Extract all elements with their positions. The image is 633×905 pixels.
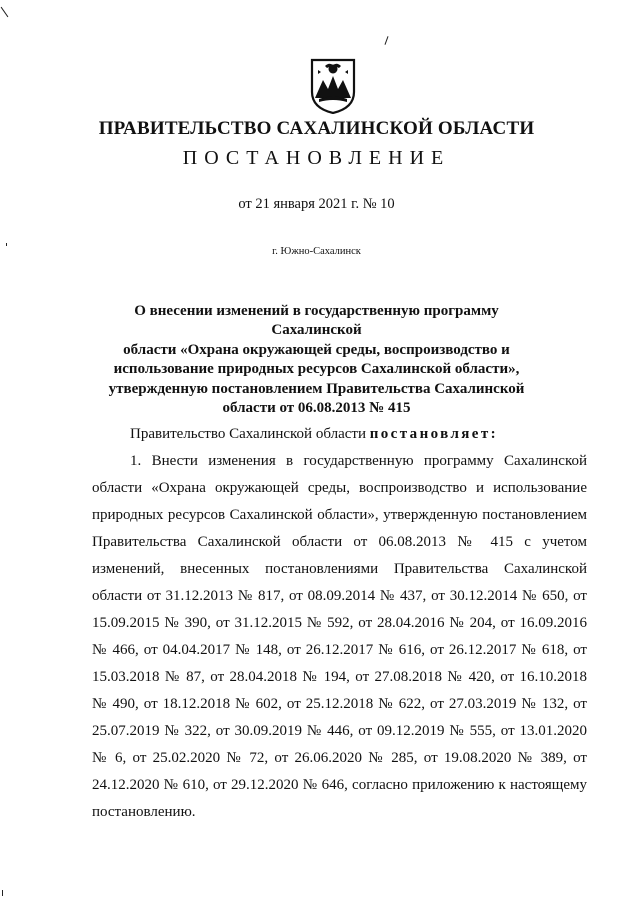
paragraph-line: 25.07.2019 № 322, от 30.09.2019 № 446, от 09.12.2019 № 555, от 13.01.2020 <box>92 723 587 739</box>
paragraph-line: 15.03.2018 № 87, от 28.04.2018 № 194, от 27.08.2018 № 420, от 16.10.2018 <box>92 669 587 685</box>
paragraph-line: изменений, внесенных постановлениями Правительства Сахалинской <box>92 561 587 577</box>
scan-mark <box>6 243 7 246</box>
organization-title: ПРАВИТЕЛЬСТВО САХАЛИНСКОЙ ОБЛАСТИ <box>98 118 535 139</box>
document-subject <box>95 302 538 418</box>
paragraph-line: № 490, от 18.12.2018 № 602, от 25.12.2018 № 622, от 27.03.2019 № 132, от <box>92 696 587 712</box>
paragraph-line: природных ресурсов Сахалинской области», утвержденную постановлением <box>92 507 587 523</box>
preamble-text: Правительство Сахалинской области <box>130 426 370 442</box>
subject-line: использование природных ресурсов Сахалинской области», <box>113 361 520 378</box>
paragraph-line: 24.12.2020 № 610, от 29.12.2020 № 646, согласно приложению к настоящему <box>92 777 587 793</box>
paragraph-line: области «Охрана окружающей среды, воспроизводство и использование <box>92 480 587 496</box>
paragraph-line: постановлению. <box>92 804 196 820</box>
paragraph-line: № 6, от 25.02.2020 № 72, от 26.06.2020 № 285, от 19.08.2020 № 389, от <box>92 750 587 766</box>
document-type: ПОСТАНОВЛЕНИЕ <box>182 147 451 169</box>
subject-line: утвержденную постановлением Правительства Сахалинской <box>108 380 525 397</box>
scan-mark <box>384 36 388 45</box>
scan-mark <box>1 7 9 17</box>
paragraph-line: № 466, от 04.04.2017 № 148, от 26.12.2017 № 616, от 26.12.2017 № 618, от <box>92 642 587 658</box>
scan-mark <box>2 890 3 896</box>
subject-line: О внесении изменений в государственную программу Сахалинской <box>134 303 499 339</box>
document-city: г. Южно-Сахалинск <box>272 246 361 257</box>
paragraph-line: 15.09.2015 № 390, от 31.12.2015 № 592, от 28.04.2016 № 204, от 16.09.2016 <box>92 615 587 631</box>
preamble <box>130 426 498 443</box>
document-date-number: от 21 января 2021 г. № 10 <box>238 196 395 212</box>
paragraph-line: области от 31.12.2013 № 817, от 08.09.2014 № 437, от 30.12.2014 № 650, от <box>92 588 587 604</box>
paragraph-line: Правительства Сахалинской области от 06.08.2013 № 415 с учетом <box>92 534 587 550</box>
paragraph-line: 1. Внести изменения в государственную программу Сахалинской <box>130 453 587 469</box>
coat-of-arms-icon <box>309 58 357 114</box>
preamble-spaced-verb: постановляет: <box>369 426 499 442</box>
subject-line: области «Охрана окружающей среды, воспроизводство и <box>123 341 510 358</box>
subject-line: области от 06.08.2013 № 415 <box>222 400 411 417</box>
